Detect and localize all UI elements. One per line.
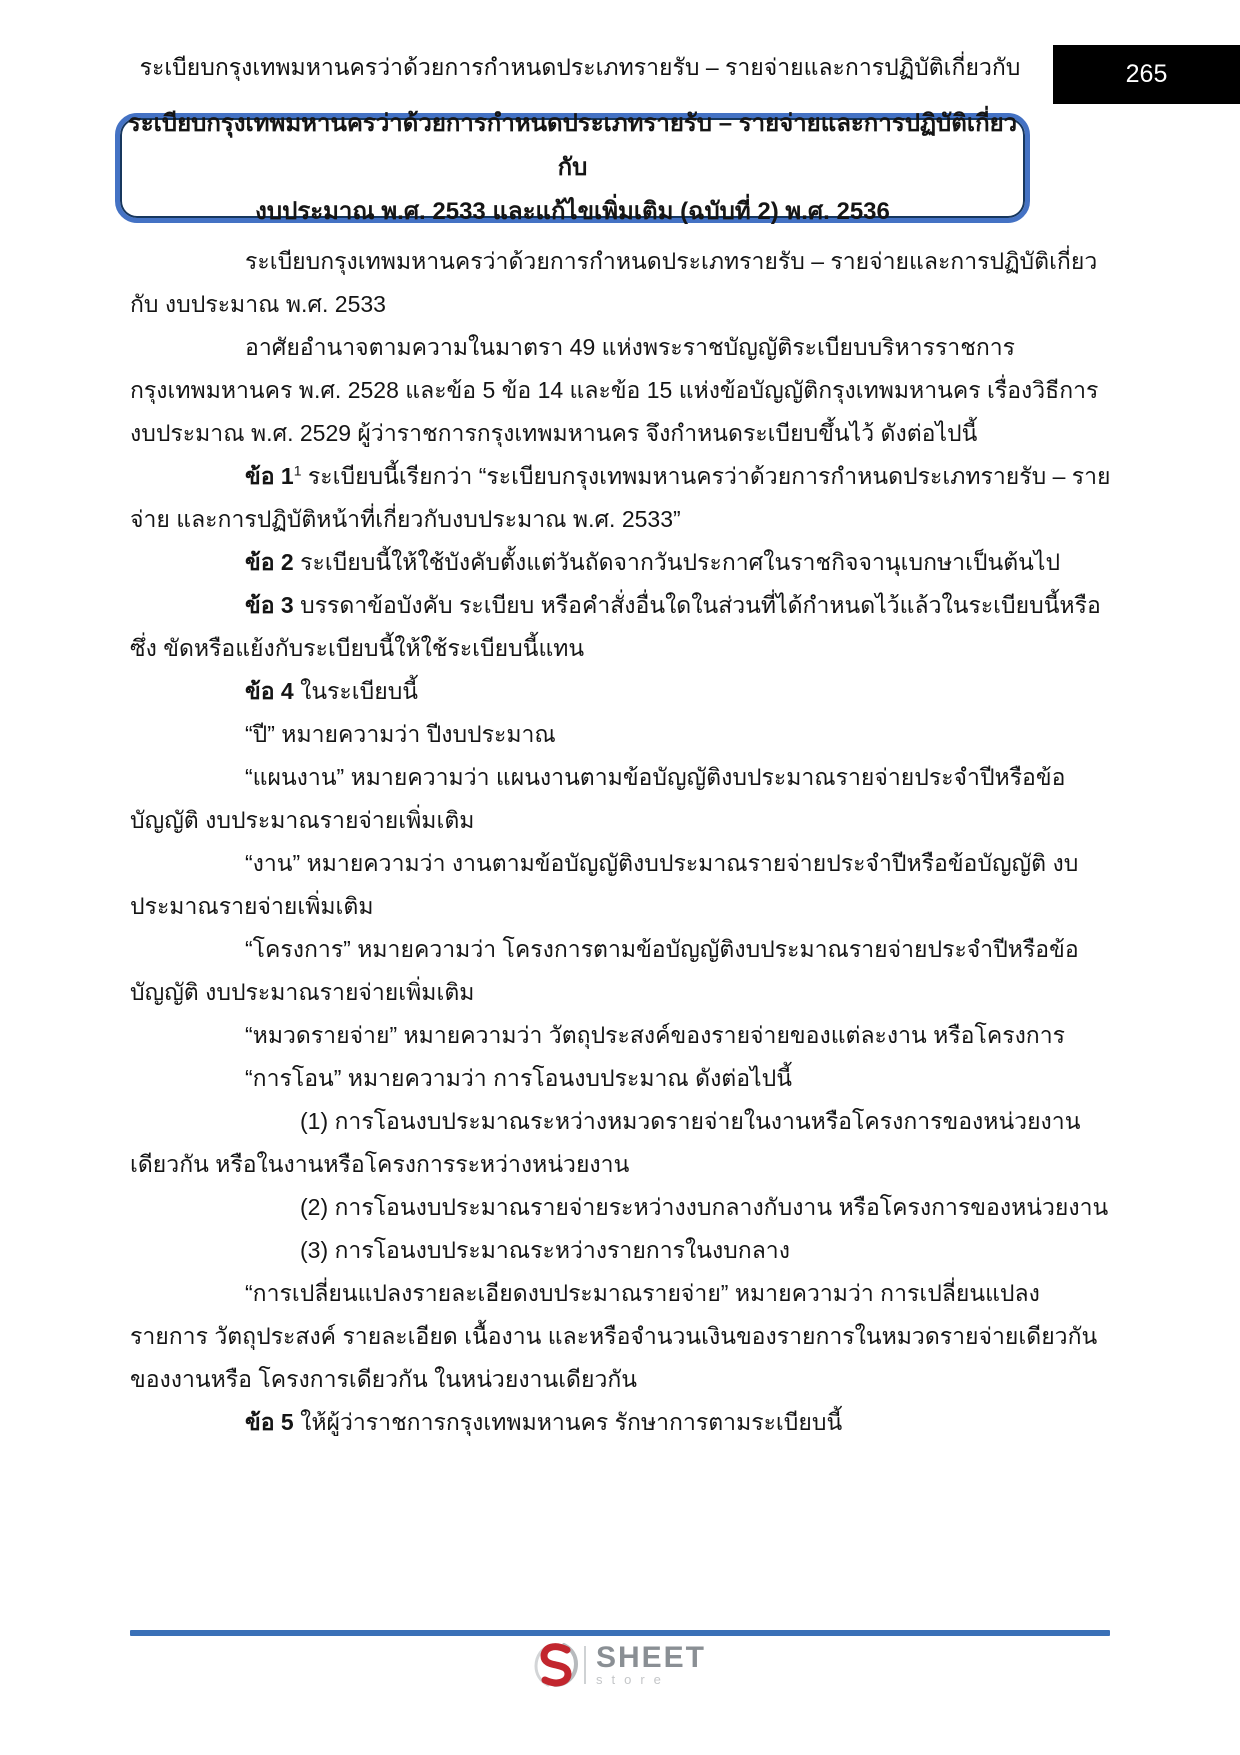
logo-word-sheet: SHEET bbox=[595, 1640, 707, 1674]
paragraph: อาศัยอำนาจตามความในมาตรา 49 แห่งพระราชบัญญัติระเบียบบริหารราชการ กรุงเทพมหานคร พ.ศ. 2528 และข้อ 5 ข้อ 14 และข้อ 15 แห่งข้อบัญญัติกรุงเทพมหานคร เรื่องวิธีการ งบประมาณ พ.ศ. 2529 ผู้ว่าราชการกรุงเทพมหานคร จึงกำหนดระเบียบขึ้นไว้ ดังต่อไปนี้ bbox=[130, 334, 1099, 446]
document-title-line-2: งบประมาณ พ.ศ. 2533 และแก้ไขเพิ่มเติม (ฉบับที่ 2) พ.ศ. 2536 bbox=[255, 198, 890, 225]
definition-expense-category: “หมวดรายจ่าย” หมายความว่า วัตถุประสงค์ของรายจ่ายของแต่ละงาน หรือโครงการ bbox=[245, 1022, 1066, 1048]
footer-divider-line bbox=[130, 1630, 1110, 1636]
paragraph-clause-4: ข้อ 4 ในระเบียบนี้ bbox=[245, 678, 419, 704]
clause-label: ข้อ 1 bbox=[245, 463, 294, 489]
running-header-title: ระเบียบกรุงเทพมหานครว่าด้วยการกำหนดประเภทรายรับ – รายจ่ายและการปฏิบัติเกี่ยวกับ bbox=[139, 54, 1021, 80]
clause-label: ข้อ 2 bbox=[245, 549, 294, 575]
definition-year: “ปี” หมายความว่า ปีงบประมาณ bbox=[245, 721, 556, 747]
document-title-line-1: ระเบียบกรุงเทพมหานครว่าด้วยการกำหนดประเภทรายรับ – รายจ่ายและการปฏิบัติเกี่ยวกับ bbox=[127, 110, 1018, 181]
definition-plan: “แผนงาน” หมายความว่า แผนงานตามข้อบัญญัติงบประมาณรายจ่ายประจำปีหรือข้อบัญญัติ งบประมาณรายจ่ายเพิ่มเติม bbox=[130, 764, 1066, 833]
paragraph-clause-5: ข้อ 5 ให้ผู้ว่าราชการกรุงเทพมหานคร รักษาการตามระเบียบนี้ bbox=[245, 1409, 843, 1435]
transfer-item-1: (1) การโอนงบประมาณระหว่างหมวดรายจ่ายในงานหรือโครงการของหน่วยงาน เดียวกัน หรือในงานหรือโครงการระหว่างหน่วยงาน bbox=[130, 1108, 1081, 1177]
page-footer bbox=[130, 1630, 1110, 1688]
logo-divider bbox=[584, 1646, 586, 1684]
logo-text bbox=[595, 1640, 707, 1687]
transfer-item-2: (2) การโอนงบประมาณรายจ่ายระหว่างงบกลางกับงาน หรือโครงการของหน่วยงาน bbox=[300, 1194, 1109, 1220]
document-body bbox=[130, 240, 1112, 1444]
definition-transfer: “การโอน” หมายความว่า การโอนงบประมาณ ดังต่อไปนี้ bbox=[245, 1065, 792, 1091]
paragraph-clause-1: ข้อ $1^1$ ระเบียบนี้เรียกว่า “ระเบียบกรุงเทพมหานครว่าด้วยการกำหนดประเภทรายรับ – รายจ่าย และการปฏิบัติหน้าที่เกี่ยวกับงบประมาณ พ.ศ. 2533” bbox=[130, 462, 1111, 532]
definition-detail-change: “การเปลี่ยนแปลงรายละเอียดงบประมาณรายจ่าย” หมายความว่า การเปลี่ยนแปลงรายการ วัตถุประสงค์ รายละเอียด เนื้องาน และหรือจำนวนเงินของรายการในหมวดรายจ่ายเดียวกันของงานหรือ โครงการเดียวกัน ในหน่วยงานเดียวกัน bbox=[130, 1280, 1098, 1392]
clause-label: ข้อ 3 bbox=[245, 592, 294, 618]
transfer-item-3: (3) การโอนงบประมาณระหว่างรายการในงบกลาง bbox=[300, 1237, 790, 1263]
paragraph-clause-3: ข้อ 3 บรรดาข้อบังคับ ระเบียบ หรือคำสั่งอื่นใดในส่วนที่ได้กำหนดไว้แล้วในระเบียบนี้หรือซึ่ง ขัดหรือแย้งกับระเบียบนี้ให้ใช้ระเบียบนี้แทน bbox=[130, 592, 1101, 661]
clause-label: ข้อ 4 bbox=[245, 678, 294, 704]
document-title-box bbox=[115, 110, 1030, 225]
paragraph-clause-2: ข้อ 2 ระเบียบนี้ให้ใช้บังคับตั้งแต่วันถัดจากวันประกาศในราชกิจจานุเบกษาเป็นต้นไป bbox=[245, 549, 1061, 575]
clause-label: ข้อ 5 bbox=[245, 1409, 294, 1435]
definition-project: “โครงการ” หมายความว่า โครงการตามข้อบัญญัติงบประมาณรายจ่ายประจำปีหรือข้อบัญญัติ งบประมาณรายจ่ายเพิ่มเติม bbox=[130, 936, 1079, 1005]
page-number: 265 bbox=[1125, 60, 1168, 88]
sheet-store-s-icon bbox=[534, 1642, 578, 1688]
footnote-marker: 1 bbox=[293, 462, 302, 479]
sheet-store-logo bbox=[130, 1642, 1110, 1688]
page-number-badge bbox=[1053, 45, 1240, 104]
logo-word-store: store bbox=[595, 1671, 670, 1687]
definition-work: “งาน” หมายความว่า งานตามข้อบัญญัติงบประมาณรายจ่ายประจำปีหรือข้อบัญญัติ งบประมาณรายจ่ายเพิ่มเติม bbox=[130, 850, 1079, 919]
paragraph: ระเบียบกรุงเทพมหานครว่าด้วยการกำหนดประเภทรายรับ – รายจ่ายและการปฏิบัติเกี่ยวกับ งบประมาณ พ.ศ. 2533 bbox=[130, 248, 1098, 317]
